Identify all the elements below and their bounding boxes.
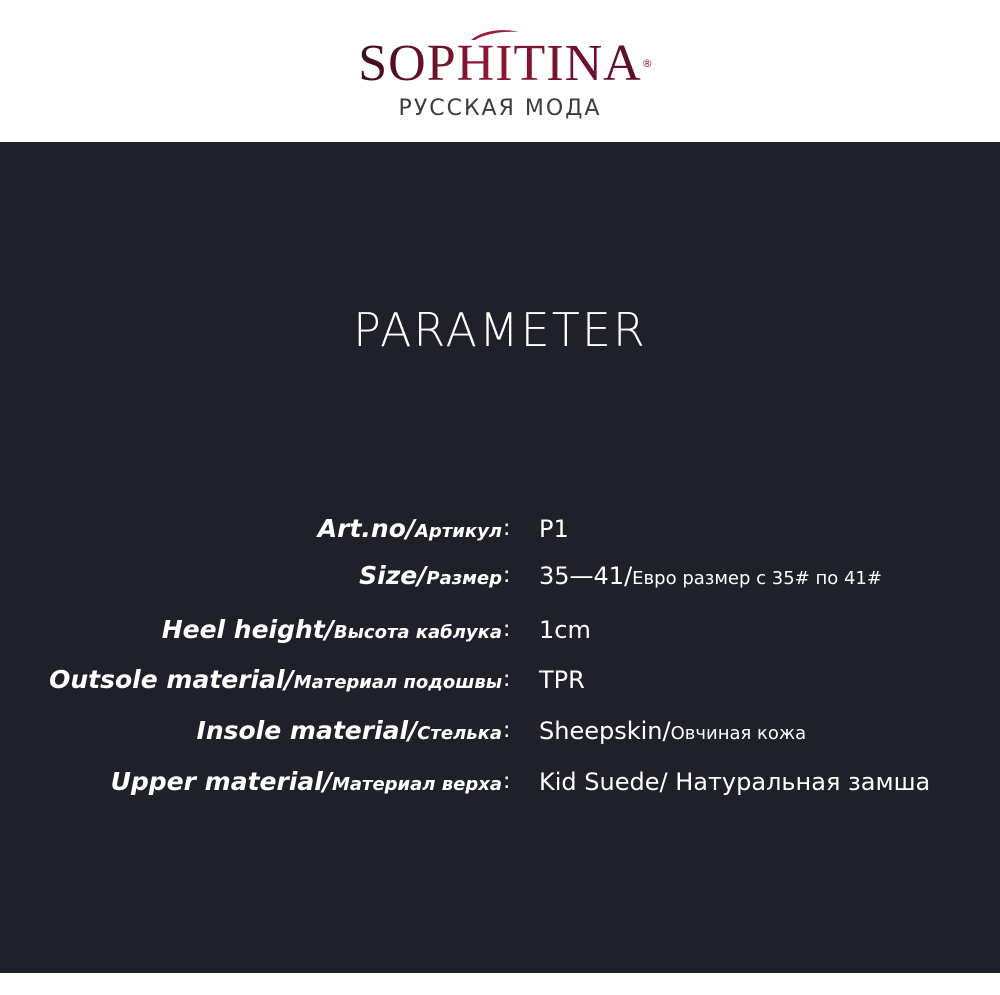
- param-value: Kid Suede/ Натуральная замша: [539, 768, 931, 796]
- logo-swoosh-icon: [469, 28, 521, 42]
- param-value: 35—41/Евро размер с 35# по 41#: [539, 562, 882, 590]
- param-value: Sheepskin/Овчиная кожа: [539, 717, 807, 745]
- param-value: 1cm: [539, 616, 591, 644]
- brand-subtitle: РУССКАЯ МОДА: [398, 96, 602, 121]
- param-label: Insole material/Стелька: [196, 716, 502, 745]
- param-colon: :: [503, 617, 511, 642]
- parameter-title: PARAMETER: [353, 303, 647, 357]
- param-label: Outsole material/Материал подошвы: [49, 665, 502, 694]
- param-colon: :: [503, 769, 511, 794]
- brand-header: [0, 0, 1000, 142]
- param-label: Heel height/Высота каблука: [161, 615, 502, 644]
- param-colon: :: [503, 563, 511, 588]
- param-row-art-no: [0, 503, 1000, 543]
- param-row-size: [0, 550, 1000, 590]
- param-value: P1: [539, 515, 569, 543]
- param-row-outsole-material: [0, 654, 1000, 694]
- brand-name: SOPHITINA: [358, 35, 642, 92]
- param-label: Size/Размер: [359, 561, 502, 590]
- param-label: Upper material/Материал верха: [110, 767, 502, 796]
- brand-logo: [0, 34, 1000, 94]
- param-value: TPR: [539, 666, 585, 694]
- param-row-insole-material: [0, 705, 1000, 745]
- bottom-strip: [0, 973, 1000, 995]
- registered-mark: ®: [641, 57, 654, 70]
- param-colon: :: [503, 718, 511, 743]
- param-label: Art.no/Артикул: [317, 514, 502, 543]
- param-row-heel-height: [0, 604, 1000, 644]
- param-colon: :: [503, 516, 511, 541]
- param-colon: :: [503, 667, 511, 692]
- param-row-upper-material: [0, 756, 1000, 796]
